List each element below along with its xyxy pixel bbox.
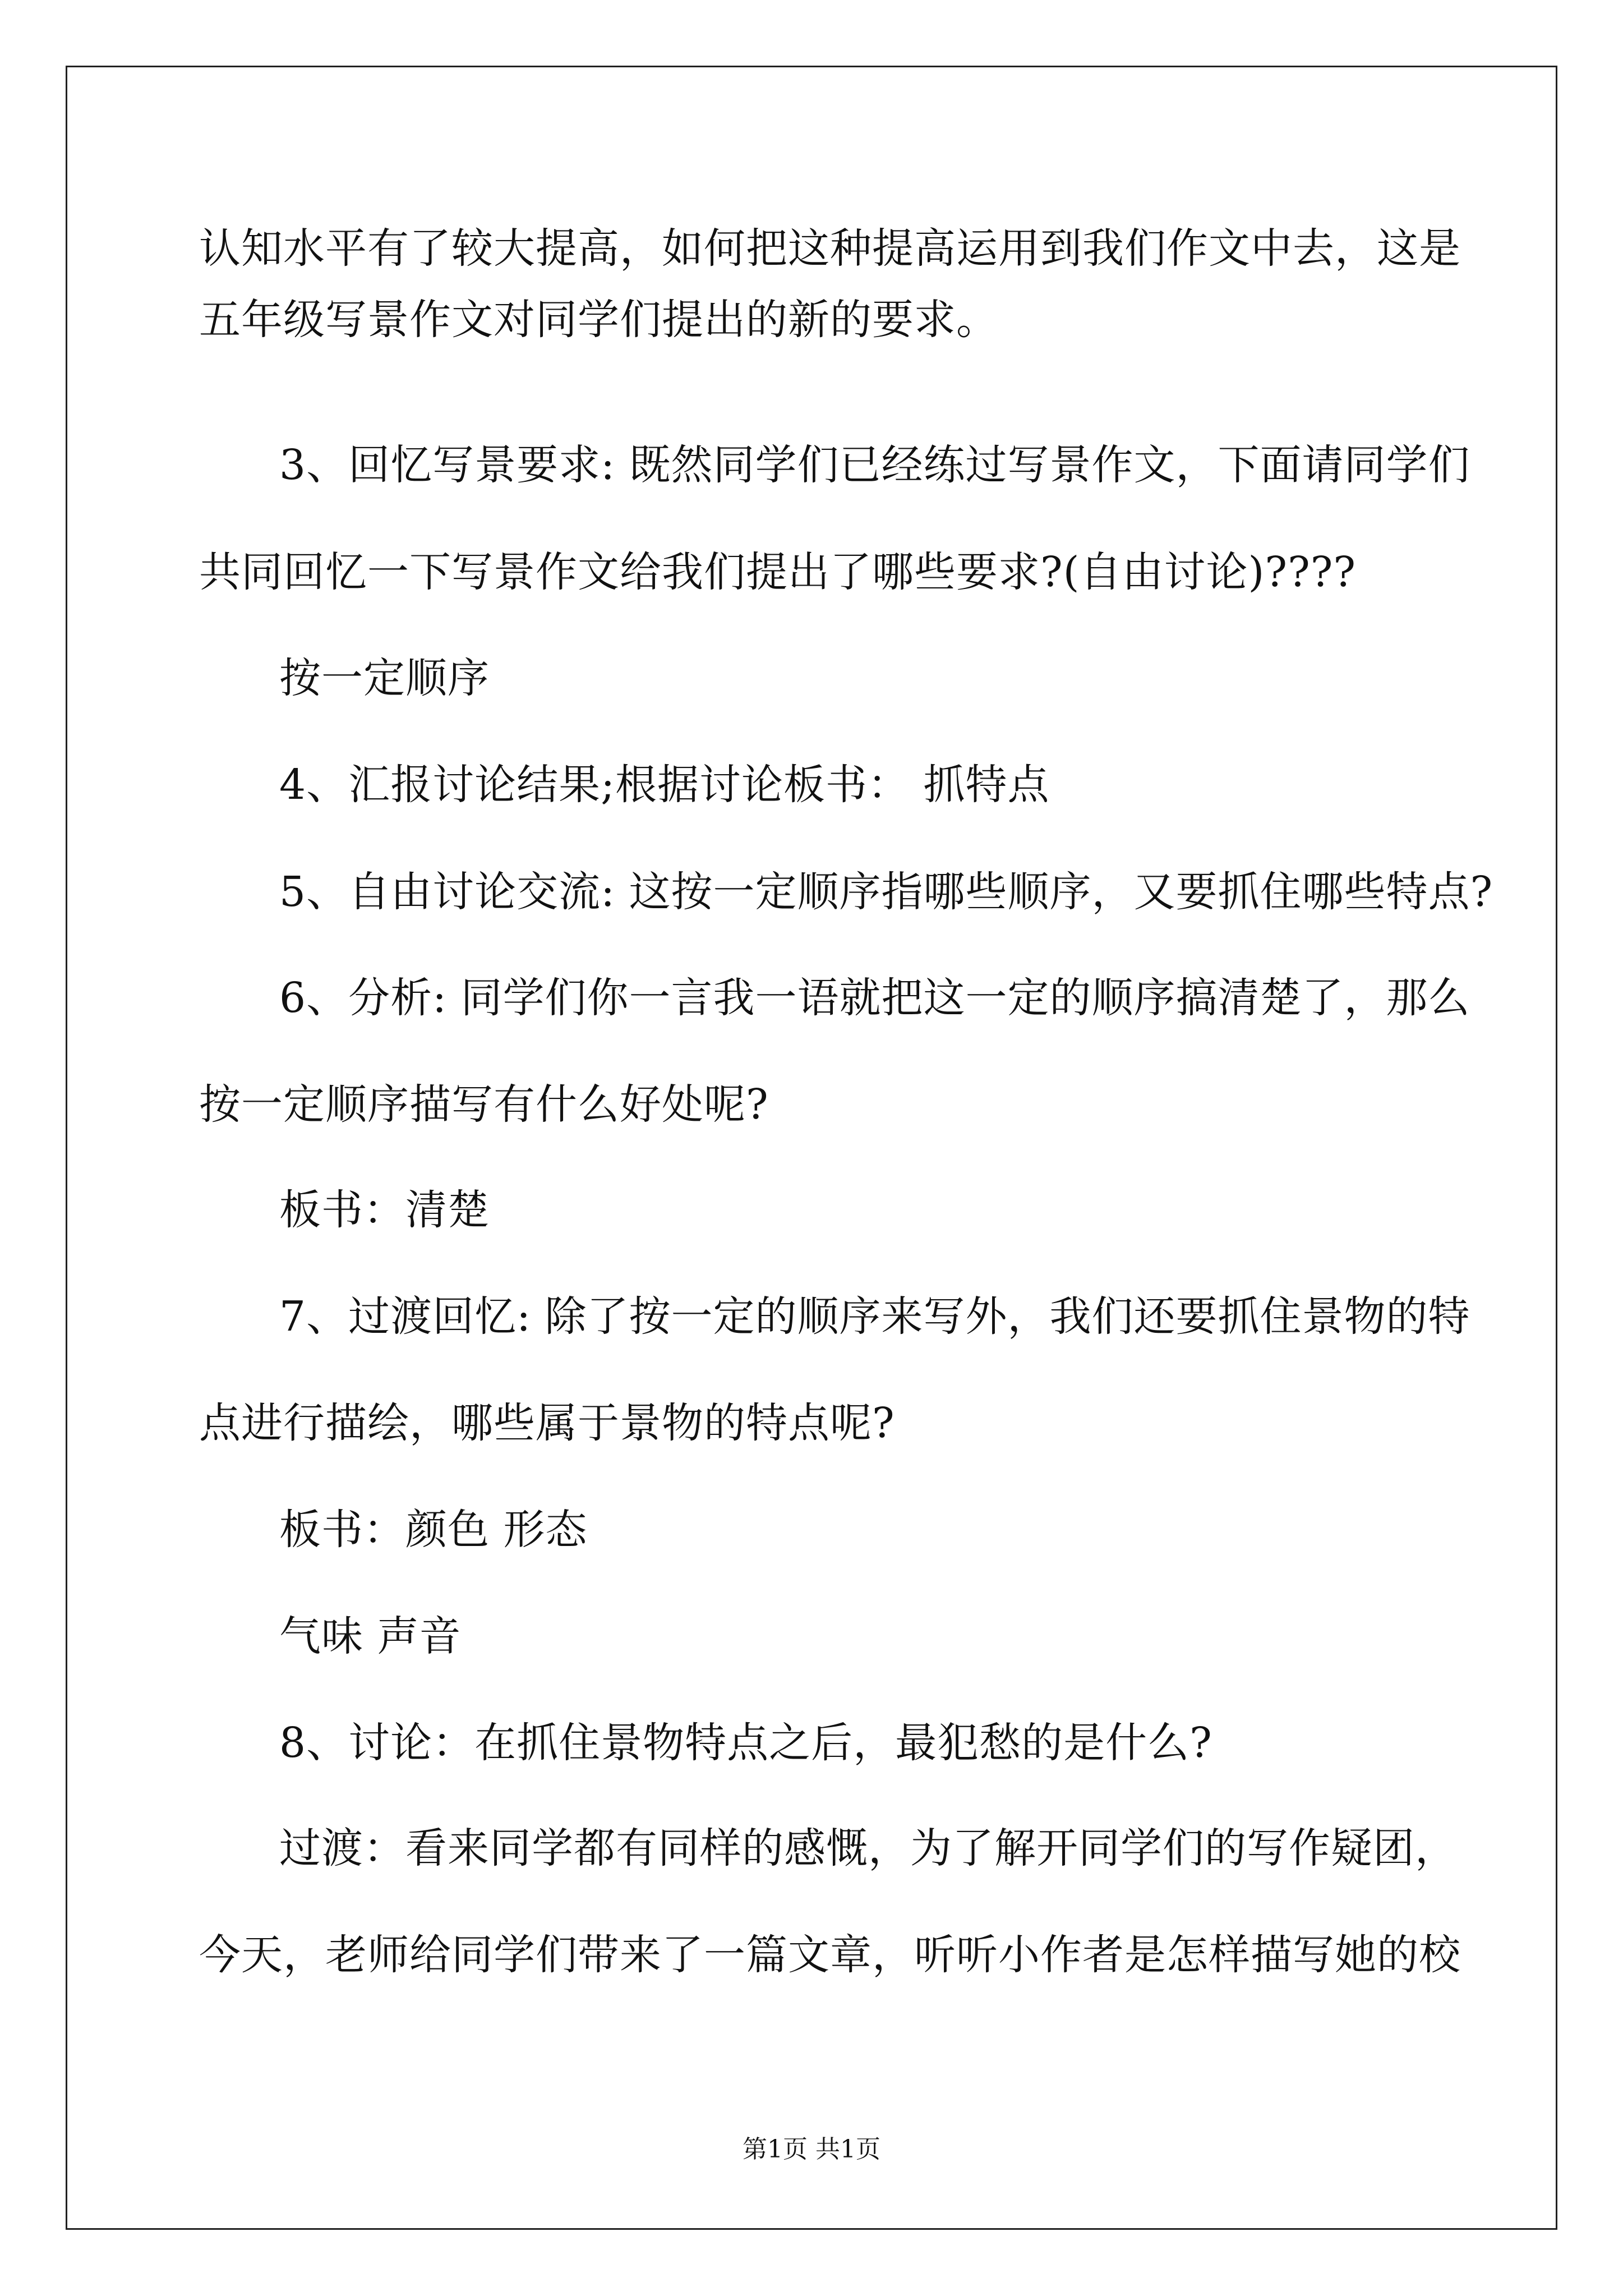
body-line-15: 8、讨论：在抓住景物特点之后，最犯愁的是什么? <box>279 1719 1212 1767</box>
body-line-7: 5、自由讨论交流: 这按一定顺序指哪些顺序，又要抓住哪些特点? <box>279 868 1493 916</box>
body-line-2: 五年级写景作文对同学们提出的新的要求。 <box>199 296 998 344</box>
body-line-10: 板书：清楚 <box>279 1186 490 1234</box>
body-line-8: 6、分析: 同学们你一言我一语就把这一定的顺序搞清楚了，那么 <box>279 974 1470 1022</box>
body-line-17: 今天，老师给同学们带来了一篇文章，听听小作者是怎样描写她的校 <box>199 1931 1461 1979</box>
body-line-14: 气味 声音 <box>279 1612 462 1660</box>
body-line-13: 板书：颜色 形态 <box>279 1506 588 1554</box>
body-line-5: 按一定顺序 <box>279 654 490 702</box>
page-border <box>66 66 1557 2230</box>
body-line-16: 过渡：看来同学都有同样的感慨，为了解开同学们的写作疑团， <box>279 1824 1457 1872</box>
body-line-9: 按一定顺序描写有什么好处呢? <box>199 1080 769 1129</box>
body-line-3: 3、回忆写景要求: 既然同学们已经练过写景作文，下面请同学们 <box>279 441 1470 489</box>
body-line-12: 点进行描绘，哪些属于景物的特点呢? <box>199 1399 895 1447</box>
page-footer: 第1页 共1页 <box>743 2135 880 2164</box>
body-line-6: 4、汇报讨论结果;根据讨论板书： 抓特点 <box>279 761 1050 809</box>
body-line-11: 7、过渡回忆: 除了按一定的顺序来写外，我们还要抓住景物的特 <box>279 1292 1470 1341</box>
body-line-4: 共同回忆一下写景作文给我们提出了哪些要求?(自由讨论)???? <box>199 548 1357 596</box>
body-line-1: 认知水平有了较大提高，如何把这种提高运用到我们作文中去，这是 <box>199 224 1461 273</box>
